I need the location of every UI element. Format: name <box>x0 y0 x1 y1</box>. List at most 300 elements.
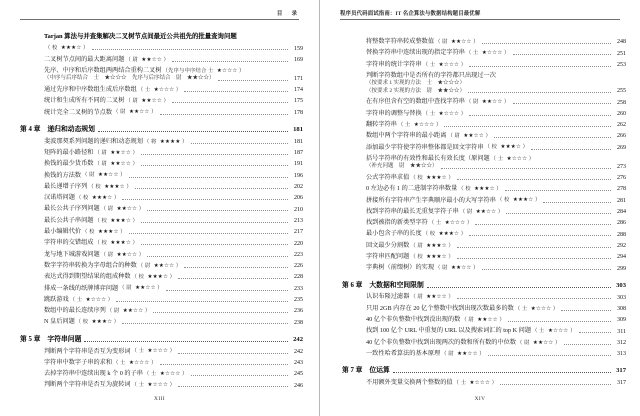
star-rating: ★★☆☆ <box>141 56 162 63</box>
star-rating: ★☆☆☆ <box>444 220 466 227</box>
toc-entry-row <box>20 68 303 74</box>
toc-entry-label: （按要求 1 实现的方法 士 ★☆☆☆） <box>366 79 466 86</box>
page-number: 196 <box>294 172 303 179</box>
difficulty-rating: （ 士 ★☆☆☆ ） <box>144 371 188 378</box>
toc-entry-label: N 皇后问题 <box>44 318 75 326</box>
toc-entry-label: 括号字符串的有效性和最长有效长度（原问题 <box>366 154 490 162</box>
toc-entry-row <box>342 175 626 181</box>
star-rating: ★★★☆ <box>426 174 447 181</box>
toc-entry-row <box>20 150 303 156</box>
toc-entry-row <box>20 76 303 82</box>
page-number: 220 <box>294 240 303 247</box>
star-rating: ★★☆☆ <box>481 99 503 106</box>
star-rating: ★☆☆☆ <box>159 371 181 378</box>
toc-entry-row <box>20 110 303 116</box>
right-folio: XIV <box>474 396 486 402</box>
star-rating: ★★★☆ <box>104 183 125 190</box>
star-rating: ★★☆☆ <box>98 172 119 179</box>
difficulty-level: 尉 <box>442 265 448 272</box>
toc-entry-label: 字符串中数字子串的求和 <box>44 358 113 366</box>
star-rating: ★★☆☆ <box>450 39 472 45</box>
toc-entry-row <box>342 186 626 192</box>
star-rating: ★★☆☆ <box>477 316 498 323</box>
toc-chapter-row <box>342 368 626 375</box>
toc-entry-row <box>20 34 303 40</box>
star-rating: ★★☆☆ <box>475 208 497 215</box>
toc-entry-row <box>20 360 303 366</box>
page-number: 238 <box>294 319 303 326</box>
toc-entry-row <box>342 145 626 151</box>
page-number: 317 <box>616 367 626 375</box>
difficulty-rating: （ 尉 ★★☆☆ ） <box>435 39 479 45</box>
page-number: 292 <box>617 242 626 249</box>
toc-entry-label: 在有序但含有空的数组中查找字符串 <box>366 98 465 106</box>
page-number: 299 <box>617 265 626 272</box>
toc-entry-row <box>20 319 303 325</box>
difficulty-level: 校 <box>82 319 89 326</box>
difficulty-level: 士 <box>404 121 411 128</box>
difficulty-rating: （ 校 ★★★☆ ） <box>94 240 139 247</box>
dot-leader <box>184 90 288 92</box>
toc-entry-label: 字符串的调整与替换 <box>366 109 422 117</box>
star-rating: ★☆☆☆ <box>547 328 569 335</box>
difficulty-rating: （ 尉 ★★☆☆ ） <box>106 308 151 315</box>
difficulty-level: 士 <box>460 379 466 386</box>
star-rating: ★☆☆☆ <box>216 67 238 74</box>
star-rating: ★★☆☆ <box>532 339 554 346</box>
dot-leader <box>457 257 611 259</box>
toc-entry-label: 数组中的最长连续序列 <box>44 307 106 315</box>
toc-entry-row <box>342 81 626 87</box>
toc-entry-label: 字符串匹配问题 <box>366 253 410 261</box>
page-number: 313 <box>617 351 626 358</box>
page-number: 223 <box>294 251 303 258</box>
difficulty-level: 尉 <box>448 350 454 357</box>
toc-entry-label: 找到 100 亿个 URL 中重复的 URL 以及搜索词汇的 top K 问题 <box>366 327 532 335</box>
dot-leader <box>92 48 288 50</box>
star-rating: ★★★☆ <box>500 144 522 151</box>
toc-entry-row <box>342 317 626 323</box>
difficulty-level: 士 <box>521 305 528 312</box>
star-rating: ★★☆☆ <box>141 98 162 105</box>
toc-entry-row <box>342 198 626 204</box>
difficulty-rating: （ 尉 ★★☆☆ ） <box>410 294 454 301</box>
toc-entry-label: 添加最少字符使字符串整体都是回文字符串 <box>366 143 484 151</box>
page-number: 276 <box>617 175 626 182</box>
toc-chapter-row <box>20 337 303 344</box>
star-rating: ★★★☆ <box>426 242 447 249</box>
page-number: 266 <box>617 133 626 140</box>
difficulty-rating: （ 尉 ★★☆☆ ） <box>125 56 169 63</box>
toc-entry-row <box>20 252 303 258</box>
difficulty-level: 尉 <box>132 98 138 105</box>
dot-leader <box>444 125 611 127</box>
page-number: 258 <box>617 99 626 106</box>
difficulty-level: 校 <box>417 253 423 260</box>
toc-entry-label: 回文最少分割数 <box>366 241 410 249</box>
toc-entry-row <box>342 62 626 68</box>
star-rating: ★★☆☆ <box>122 308 144 315</box>
dot-leader <box>469 114 611 116</box>
star-rating: ★☆☆☆ <box>438 110 460 117</box>
toc-entry-label: 只用 2GB 内存在 20 亿个整数中找到出现次数最多的数 <box>366 304 514 312</box>
dot-leader <box>564 343 611 345</box>
dot-leader <box>482 42 611 44</box>
page-number: 235 <box>294 297 303 304</box>
page-number: 178 <box>294 109 303 116</box>
page-number: 174 <box>294 87 303 94</box>
toc-entry-label: 统计和生成所有不同的二叉树 <box>44 97 125 105</box>
toc-entry-row <box>342 231 626 237</box>
dot-leader <box>457 178 611 180</box>
difficulty-level: 尉 <box>132 56 138 63</box>
toc-entry-row <box>342 328 626 334</box>
page-number: 181 <box>293 125 303 133</box>
dot-leader <box>178 385 288 387</box>
chapter-number: 第 6 章 <box>342 281 363 289</box>
toc-entry-label: 最长递增子序列 <box>44 182 88 190</box>
star-rating: ★★★☆ <box>512 197 534 204</box>
star-rating: ★★☆☆ <box>426 294 447 301</box>
page-number: 169 <box>294 56 303 63</box>
difficulty-level: 尉 <box>101 149 107 156</box>
difficulty-level: 校 <box>82 195 89 202</box>
difficulty-level: 校 <box>503 197 510 204</box>
dot-leader <box>191 374 288 376</box>
difficulty-level: 士 <box>151 371 157 378</box>
dot-leader <box>166 289 288 291</box>
difficulty-level: 校 <box>101 240 107 247</box>
toc-entry-row <box>20 297 303 303</box>
dot-leader <box>513 102 611 104</box>
difficulty-level: 尉 <box>89 172 95 179</box>
toc-entry-row <box>20 229 303 235</box>
difficulty-rating: （ 尉 ★★☆☆ ） <box>125 98 169 105</box>
toc-entry-label: 拼接所有字符串产生字典顺序最小的大写字符串 <box>366 196 496 204</box>
dot-leader <box>468 91 611 93</box>
toc-entry-row <box>342 306 626 312</box>
chapter-title: 大数据和空间限制 <box>369 281 424 289</box>
toc-entry-label: （中序与后序结合 士 ★☆☆☆ 先序与后序结合 尉 ★★☆☆） <box>44 75 215 82</box>
difficulty-level: 尉 <box>107 251 114 258</box>
difficulty-rating: （ 将 ★★★★ ） <box>144 138 188 145</box>
toc-entry-label: Tarjan 算法与并查集解决二叉树节点间最近公共祖先的批量查询问题 <box>44 33 237 40</box>
page-number: 248 <box>617 39 626 46</box>
difficulty-level: 士 <box>435 220 442 227</box>
toc-entry-label: 龙与地下城游戏问题 <box>44 250 100 258</box>
difficulty-rating: （ 尉 ★★☆☆ ） <box>461 316 505 323</box>
left-running-head-text: 目 录 <box>276 11 299 17</box>
difficulty-rating: （ 尉 ★★☆☆ ） <box>113 109 157 116</box>
toc-chapter-row <box>342 283 626 290</box>
star-rating: ★★☆☆ <box>116 251 138 258</box>
dot-leader <box>98 130 288 132</box>
toc-entry-label: 通过先序和中序数组生成后序数组 <box>44 85 137 93</box>
toc-entry-label: 最小包含子串的长度 <box>366 230 422 238</box>
difficulty-rating: （ 尉 ★★☆☆ ） <box>82 172 126 179</box>
difficulty-level: 校 <box>95 183 101 190</box>
difficulty-level: 校 <box>52 45 58 52</box>
difficulty-rating: （先序与中序结合 士 ★☆☆☆ ） <box>162 67 245 74</box>
dot-leader <box>494 136 611 138</box>
difficulty-rating: （ 士 ★☆☆☆ ） <box>428 220 473 227</box>
toc-entry-row <box>342 294 626 300</box>
page-number: 278 <box>617 186 626 193</box>
toc-entry-label: （补充问题 尉 ★★☆☆） <box>366 163 438 170</box>
difficulty-level: 士 <box>138 348 144 355</box>
dot-leader <box>469 234 611 236</box>
toc-entry-row <box>342 380 626 386</box>
difficulty-level: 士 <box>120 359 126 366</box>
toc-entry-label: 先序、中序和后序数组两两结合重构二叉树 <box>44 66 162 74</box>
toc-entry-row <box>342 88 626 94</box>
dot-leader <box>531 148 611 150</box>
right-toc-list <box>342 34 626 387</box>
star-rating: ★☆☆☆ <box>481 50 503 57</box>
dot-leader <box>172 101 288 103</box>
toc-entry-row <box>342 243 626 249</box>
page-number: 175 <box>294 98 303 105</box>
difficulty-rating: （ 尉 ★★☆☆ ） <box>94 161 139 168</box>
toc-entry-row <box>20 98 303 104</box>
toc-entry-row <box>342 39 626 45</box>
dot-leader <box>122 322 288 324</box>
difficulty-level: 尉 <box>126 285 132 292</box>
toc-entry-row <box>342 265 626 271</box>
dot-leader <box>84 340 288 342</box>
difficulty-level: 士 <box>473 50 479 57</box>
toc-entry-row <box>342 50 626 56</box>
toc-entry-label: （按要求 2 实现的方法 尉 ★★☆☆） <box>366 87 466 94</box>
star-rating: ★★★☆ <box>60 45 82 52</box>
dot-leader <box>441 167 611 169</box>
dot-leader <box>218 79 288 81</box>
difficulty-rating: （ 尉 ★★☆☆ ） <box>459 208 504 215</box>
dot-leader <box>122 198 288 200</box>
page-number: 191 <box>294 161 303 168</box>
toc-entry-row <box>20 184 303 190</box>
difficulty-level: 尉 <box>454 133 460 140</box>
difficulty-level: 士 <box>138 382 144 389</box>
dot-leader <box>141 153 288 155</box>
page-number: 171 <box>294 75 303 82</box>
star-rating: ★★☆☆ <box>153 262 175 269</box>
difficulty-rating: （ 士 ★☆☆☆ ） <box>137 86 182 93</box>
dot-leader <box>191 142 288 144</box>
difficulty-level: 尉 <box>417 242 423 249</box>
difficulty-level: 士 <box>429 61 436 68</box>
star-rating: ★★★☆ <box>438 231 460 238</box>
page-number: 284 <box>617 209 626 216</box>
star-rating: ★☆☆☆ <box>147 382 169 389</box>
star-rating: ★★☆☆ <box>463 133 484 140</box>
toc-entry-label: 最小编辑代价 <box>44 228 82 236</box>
star-rating: ★☆☆☆ <box>147 348 169 355</box>
toc-entry-row <box>342 351 626 357</box>
toc-entry-label: 判断字符数组中是否所有的字符都只出现过一次 <box>366 71 496 79</box>
toc-entry-label: 公式字符串求值 <box>366 173 410 181</box>
toc-entry-label: 斐波那契系列问题的递归和动态规划 <box>44 137 143 145</box>
star-rating: ★★★☆ <box>147 274 169 281</box>
difficulty-level: 士 <box>76 296 83 303</box>
difficulty-rating: （ 士 ★☆☆☆ ） <box>532 328 576 335</box>
page-number: 260 <box>617 110 626 117</box>
toc-entry-label: 找到字符串的最长无重复字符子串 <box>366 207 459 215</box>
dot-leader <box>508 320 611 322</box>
page-number: 242 <box>293 335 303 343</box>
difficulty-rating: （ 士 ★☆☆☆ ） <box>397 121 442 128</box>
toc-entry-row <box>342 220 626 226</box>
toc-entry-label: 统计完全二叉树的节点数 <box>44 108 113 116</box>
left-folio: XIII <box>154 396 165 402</box>
star-rating: ★☆☆☆ <box>153 86 175 93</box>
chapter-number: 第 7 章 <box>342 367 363 375</box>
page-number: 206 <box>294 195 303 202</box>
difficulty-rating: （ 校 ★★★☆ ） <box>94 217 139 224</box>
toc-entry-label: 一致性哈希算法的基本原理 <box>366 349 441 357</box>
toc-entry-row <box>20 382 303 388</box>
difficulty-rating: （ 尉 ★★☆☆ ） <box>466 99 510 106</box>
toc-entry-label: 认识布隆过滤器 <box>366 293 410 301</box>
toc-entry-row <box>20 286 303 292</box>
toc-entry-row <box>20 371 303 377</box>
difficulty-rating: （ 士 ★☆☆☆ ） <box>131 382 176 389</box>
toc-entry-row <box>342 209 626 215</box>
chapter-title: 字符串问题 <box>47 335 82 343</box>
toc-entry-row <box>342 99 626 105</box>
page-number: 246 <box>294 382 303 389</box>
page-number: 286 <box>617 220 626 227</box>
difficulty-rating: （ 尉 ★★☆☆ ） <box>435 265 479 272</box>
page-number: 312 <box>617 339 626 346</box>
dot-leader <box>482 268 611 270</box>
page-number: 181 <box>294 138 303 145</box>
dot-leader <box>488 354 611 356</box>
toc-entry-label: 数字字符串转换为字母组合的种数 <box>44 261 137 269</box>
page-number: 217 <box>294 229 303 236</box>
difficulty-rating: （ 士 ★☆☆☆ ） <box>69 296 114 303</box>
page-number: 243 <box>294 360 303 367</box>
difficulty-level: 尉 <box>524 339 530 346</box>
toc-entry-label: 换钱的最少货币数 <box>44 160 94 168</box>
difficulty-level: 士 <box>429 110 436 117</box>
star-rating: ★★☆☆ <box>116 206 138 213</box>
toc-entry-label: 矩阵的最小路径和 <box>44 148 94 156</box>
dot-leader <box>506 212 611 214</box>
toc-entry-row <box>342 156 626 162</box>
toc-entry-row <box>20 349 303 355</box>
dot-leader <box>129 176 288 178</box>
star-rating: ★★★☆ <box>110 217 131 224</box>
difficulty-rating: （ 士 ★☆☆☆ ） <box>453 379 498 386</box>
difficulty-level: 尉 <box>473 99 479 106</box>
right-running-head-rule <box>340 19 620 20</box>
page-number: 210 <box>294 206 303 213</box>
toc-entry-label: 汉诺塔问题 <box>44 194 75 202</box>
dot-leader <box>141 164 288 166</box>
difficulty-rating: （ 士 ★☆☆☆ ） <box>131 348 176 355</box>
difficulty-rating: （ 士 ★☆☆☆ ） <box>113 359 157 366</box>
star-rating: ★★★☆ <box>426 253 447 260</box>
toc-entry-label: 替换字符串中连续出现的指定字符串 <box>366 49 465 57</box>
star-rating: ★☆☆☆ <box>469 379 491 386</box>
page-number: 228 <box>294 274 303 281</box>
difficulty-level: 尉 <box>144 262 151 269</box>
page-number: 245 <box>294 371 303 378</box>
left-toc-list <box>20 33 303 389</box>
difficulty-rating: （ 士 ★☆☆☆ ） <box>422 110 467 117</box>
difficulty-rating: （ 校 ★★★☆ ） <box>422 231 467 238</box>
toc-entry-row <box>20 57 303 63</box>
difficulty-rating: （ 尉 ★★☆☆ ） <box>137 262 182 269</box>
star-rating: ★★★☆ <box>110 240 131 247</box>
dot-leader <box>427 286 611 288</box>
difficulty-rating: （ 尉 ★★☆☆ ） <box>447 133 491 140</box>
dot-leader <box>393 371 611 373</box>
difficulty-level: 尉 <box>466 208 473 215</box>
star-rating: ★★☆☆ <box>110 149 131 156</box>
page-number: 309 <box>617 317 626 324</box>
difficulty-rating: （ 士 ★☆☆☆ ） <box>490 155 535 162</box>
page-number: 242 <box>294 348 303 355</box>
difficulty-rating: （ 尉 ★★☆☆ ） <box>94 149 139 156</box>
dot-leader <box>147 209 288 211</box>
toc-entry-label: 找到被指的新类型字符 <box>366 219 428 227</box>
difficulty-rating: （ 校 ★★★☆ ） <box>496 197 541 204</box>
difficulty-rating: （ 校 ★★★☆ ） <box>410 174 454 181</box>
toc-entry-row <box>342 254 626 260</box>
chapter-title: 位运算 <box>369 367 390 375</box>
chapter-number: 第 4 章 <box>20 125 41 133</box>
toc-entry-label: 换钱的方法数 <box>44 171 82 179</box>
dot-leader <box>543 201 611 203</box>
difficulty-level: 校 <box>89 228 95 235</box>
dot-leader <box>153 311 288 313</box>
toc-entry-label: 40 亿个非负整数中找到没出现的数 <box>366 316 461 324</box>
star-rating: ★★★☆ <box>91 319 113 326</box>
dot-leader <box>160 363 288 365</box>
page-number: 255 <box>617 88 626 95</box>
star-rating: ★☆☆☆ <box>85 296 107 303</box>
dot-leader <box>184 266 288 268</box>
difficulty-level: 士 <box>208 67 214 74</box>
right-page <box>320 0 640 416</box>
dot-leader <box>160 113 288 115</box>
difficulty-rating: （ 尉 ★★☆☆ ） <box>517 339 561 346</box>
difficulty-rating: （ 校 ★★★☆ ） <box>458 186 502 193</box>
difficulty-rating: （ 尉 ★★☆☆ ） <box>119 285 163 292</box>
star-rating: ★☆☆☆ <box>530 305 552 312</box>
toc-entry-label: 跳跃游戏 <box>44 295 69 303</box>
dot-leader <box>457 297 611 299</box>
toc-entry-label: 0 左边必有 1 的二进制字符串数量 <box>366 185 458 193</box>
toc-entry-row <box>20 46 303 52</box>
toc-entry-row <box>20 263 303 269</box>
difficulty-rating: （ 校 ★★★☆ ） <box>131 274 176 281</box>
dot-leader <box>178 277 288 279</box>
page-number: 294 <box>617 254 626 261</box>
toc-entry-row <box>342 73 626 79</box>
toc-chapter-row <box>20 127 303 134</box>
toc-entry-row <box>342 133 626 139</box>
difficulty-rating: （ 尉 ★★☆☆ ） <box>100 206 145 213</box>
page-number: 281 <box>617 197 626 204</box>
toc-entry-row <box>20 218 303 224</box>
toc-entry-row <box>20 206 303 212</box>
toc-entry-label: 将整数字符串转成整数值 <box>366 38 435 46</box>
page-number: 303 <box>616 281 626 289</box>
star-rating: ★☆☆☆ <box>128 359 150 366</box>
